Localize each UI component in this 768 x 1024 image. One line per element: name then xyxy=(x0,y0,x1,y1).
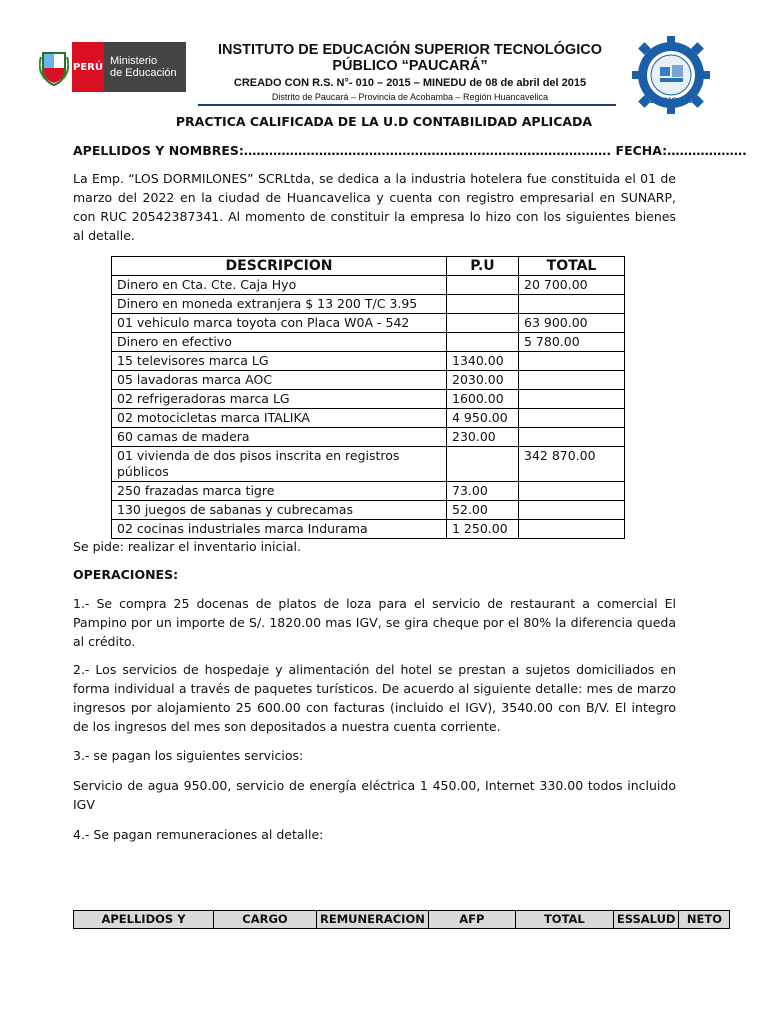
institute-location: Distrito de Paucará – Provincia de Acobamba – Región Huancavelica xyxy=(271,92,549,102)
institute-title-2: PÚBLICO “PAUCARÁ” xyxy=(332,58,488,74)
intro-paragraph: La Emp. “LOS DORMILONES” SCRLtda, se dedica a la industria hotelera fue constituida el 01 de marzo del 2022 en la ciudad de Huancavelica y cuenta con registro empresarial en SUNARP, con RUC 20542387341. Al momento de constituir la empresa lo hizo con los siguientes bienes al detalle. xyxy=(73,171,676,243)
cell-total: 342 870.00 xyxy=(519,447,625,482)
cell-total xyxy=(519,352,625,371)
operation-2: 2.- Los servicios de hospedaje y alimentación del hotel se prestan a sujetos domiciliados en forma individual a través de paquetes turísticos. De acuerdo al siguiente detalle: mes de marzo ingresos por alojamiento 25 600.00 con facturas (incluido el IGV), 3540.00 con B/V. El integro de los ingresos del mes son depositados a nuestra cuenta corriente. xyxy=(73,662,676,734)
cell-total xyxy=(519,390,625,409)
ministry-logo xyxy=(36,42,186,92)
cell-descripcion: 01 vivienda de dos pisos inscrita en registros públicos xyxy=(112,447,447,482)
cell-pu: 2030.00 xyxy=(447,371,519,390)
cell-descripcion: Dinero en efectivo xyxy=(112,333,447,352)
cell-total xyxy=(519,409,625,428)
cell-pu: 230.00 xyxy=(447,428,519,447)
peru-brand: PERÚ xyxy=(72,42,104,92)
cell-descripcion: 02 cocinas industriales marca Indurama xyxy=(112,520,447,539)
cell-total xyxy=(519,295,625,314)
cell-total xyxy=(519,501,625,520)
header-remuneracion: REMUNERACION xyxy=(317,911,429,929)
table-row xyxy=(112,520,625,539)
cell-total xyxy=(519,520,625,539)
cell-descripcion: Dinero en Cta. Cte. Caja Hyo xyxy=(112,276,447,295)
operaciones-heading: OPERACIONES: xyxy=(73,567,179,582)
cell-descripcion: 05 lavadoras marca AOC xyxy=(112,371,447,390)
operation-1: 1.- Se compra 25 docenas de platos de loza para el servicio de restaurant a comercial El Pampino por un importe de S/. 1820.00 mas IGV, se gira cheque por el 80% la diferencia queda al crédito. xyxy=(73,596,676,649)
cell-pu: 52.00 xyxy=(447,501,519,520)
header-cargo: CARGO xyxy=(214,911,317,929)
table-header-row xyxy=(112,257,625,276)
table-row xyxy=(112,314,625,333)
institute-creation: CREADO CON R.S. N°- 010 – 2015 – MINEDU de 08 de abril del 2015 xyxy=(233,77,587,89)
cell-pu: 1 250.00 xyxy=(447,520,519,539)
cell-pu: 73.00 xyxy=(447,482,519,501)
table-row xyxy=(112,447,625,482)
cell-pu xyxy=(447,295,519,314)
ministry-line1: Ministerio xyxy=(110,55,158,67)
se-pide-text: Se pide: realizar el inventario inicial. xyxy=(73,539,301,554)
coat-of-arms-icon xyxy=(36,42,72,92)
table-row xyxy=(112,390,625,409)
names-date-line: APELLIDOS Y NOMBRES:……………………………………………………………………………. FECHA:………………. xyxy=(73,143,747,158)
header-essalud: ESSALUD xyxy=(613,911,679,929)
header-apellidos: APELLIDOS Y xyxy=(74,911,214,929)
table-row xyxy=(112,371,625,390)
header-divider xyxy=(198,104,616,106)
cell-total xyxy=(519,482,625,501)
cell-descripcion: 60 camas de madera xyxy=(112,428,447,447)
remuneraciones-table xyxy=(73,910,730,929)
cell-pu: 1600.00 xyxy=(447,390,519,409)
header-pu: P.U xyxy=(447,257,519,276)
seal-caption: Paucará xyxy=(650,95,696,106)
table-row xyxy=(112,501,625,520)
cell-total: 20 700.00 xyxy=(519,276,625,295)
cell-total xyxy=(519,428,625,447)
header-neto: NETO xyxy=(679,911,730,929)
table-row xyxy=(112,352,625,371)
table-row xyxy=(112,482,625,501)
cell-descripcion: 130 juegos de sabanas y cubrecamas xyxy=(112,501,447,520)
operation-4: 4.- Se pagan remuneraciones al detalle: xyxy=(73,827,324,842)
table-row xyxy=(112,409,625,428)
cell-pu xyxy=(447,333,519,352)
cell-total xyxy=(519,371,625,390)
cell-pu: 4 950.00 xyxy=(447,409,519,428)
cell-descripcion: 15 televisores marca LG xyxy=(112,352,447,371)
cell-descripcion: 01 vehiculo marca toyota con Placa W0A - 542 xyxy=(112,314,447,333)
institute-title-1: INSTITUTO DE EDUCACIÓN SUPERIOR TECNOLÓGICO xyxy=(217,42,602,58)
cell-pu xyxy=(447,276,519,295)
cell-descripcion: 02 motocicletas marca ITALIKA xyxy=(112,409,447,428)
cell-total: 63 900.00 xyxy=(519,314,625,333)
table-row xyxy=(112,276,625,295)
operation-3-detail: Servicio de agua 950.00, servicio de energía eléctrica 1 450.00, Internet 330.00 todos incluido IGV xyxy=(73,778,676,812)
ministry-line2: de Educación xyxy=(110,67,177,79)
table-header-row xyxy=(74,911,730,929)
operation-3: 3.- se pagan los siguientes servicios: xyxy=(73,748,304,763)
practice-title: PRACTICA CALIFICADA DE LA U.D CONTABILIDAD APLICADA xyxy=(175,114,593,129)
header-descripcion: DESCRIPCION xyxy=(112,257,447,276)
header-total: TOTAL xyxy=(519,257,625,276)
header-total: TOTAL xyxy=(515,911,613,929)
inventory-table xyxy=(111,256,625,539)
cell-total: 5 780.00 xyxy=(519,333,625,352)
cell-descripcion: 02 refrigeradoras marca LG xyxy=(112,390,447,409)
table-row xyxy=(112,333,625,352)
cell-pu xyxy=(447,314,519,333)
table-row xyxy=(112,428,625,447)
cell-pu: 1340.00 xyxy=(447,352,519,371)
ministry-name xyxy=(104,42,186,92)
cell-pu xyxy=(447,447,519,482)
cell-descripcion: Dinero en moneda extranjera $ 13 200 T/C 3.95 xyxy=(112,295,447,314)
table-row xyxy=(112,295,625,314)
header-afp: AFP xyxy=(428,911,515,929)
cell-descripcion: 250 frazadas marca tigre xyxy=(112,482,447,501)
